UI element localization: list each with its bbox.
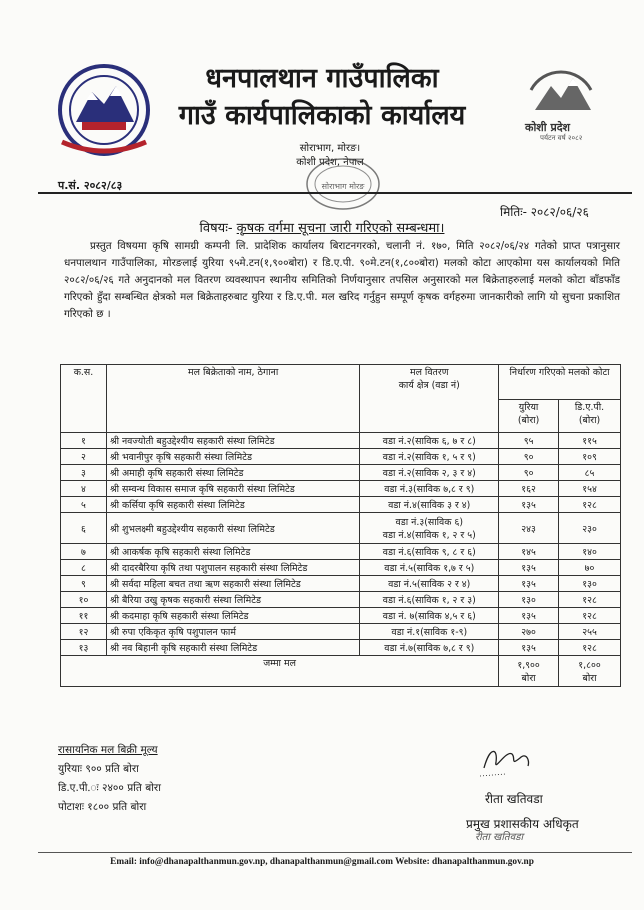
header-dap-line1: डि.ए.पी. bbox=[574, 402, 605, 413]
price-urea: युरियाः ९०० प्रति बोरा bbox=[58, 763, 139, 775]
signatory-title: प्रमुख प्रशासकीय अधिकृत bbox=[466, 817, 579, 831]
subject-prefix: विषयः- bbox=[199, 221, 233, 236]
row-sn: १३ bbox=[61, 640, 107, 656]
row-area: वडा नं.४(साविक ३ र ४) bbox=[360, 497, 499, 513]
address-line-2: कोशी प्रदेश, नेपाल bbox=[296, 157, 364, 168]
row-area: वडा नं.६(साविक १, २ र ३) bbox=[360, 592, 499, 608]
handwritten-signature bbox=[476, 740, 536, 780]
row-urea: १३५ bbox=[499, 576, 559, 592]
row-area: वडा नं. ७(साविक ४,५ र ६) bbox=[360, 608, 499, 624]
row-sn: १ bbox=[61, 433, 107, 449]
total-label: जम्मा मल bbox=[61, 656, 499, 687]
total-urea bbox=[499, 656, 559, 687]
total-row bbox=[61, 656, 621, 687]
row-seller: श्री आकर्षक कृषि सहकारी संस्था लिमिटेड bbox=[106, 544, 359, 560]
header-dap-line2: (बोरा) bbox=[578, 415, 601, 426]
subject-text: कृषक वर्गमा सूचना जारी गरिएको सम्बन्धमा। bbox=[236, 221, 445, 236]
total-urea-value: १,९०० bbox=[517, 660, 540, 671]
row-dap: ११५ bbox=[559, 433, 621, 449]
row-seller: श्री दादरबैरिया कृषि तथा पशुपालन सहकारी संस्था लिमिटेड bbox=[106, 560, 359, 576]
reference-number: प.सं. २०८२/८३ bbox=[58, 179, 123, 192]
row-sn: ५ bbox=[61, 497, 107, 513]
row-area-line2: वडा नं.४(साविक १, २ र ५) bbox=[382, 530, 476, 541]
header-area bbox=[360, 365, 499, 433]
row-sn: २ bbox=[61, 449, 107, 465]
header-quota: निर्धारण गरिएको मलको कोटा bbox=[499, 365, 621, 400]
row-urea: १४५ bbox=[499, 544, 559, 560]
row-urea: १३५ bbox=[499, 497, 559, 513]
header-urea bbox=[499, 400, 559, 433]
table-row bbox=[61, 449, 621, 465]
row-seller: श्री शुभलक्ष्मी बहुउद्देश्यीय सहकारी संस्था लिमिटेड bbox=[106, 513, 359, 544]
row-area: वडा नं.२(साविक १, ५ र ९) bbox=[360, 449, 499, 465]
total-dap bbox=[559, 656, 621, 687]
table-row bbox=[61, 544, 621, 560]
row-urea: १३५ bbox=[499, 560, 559, 576]
municipality-name: धनपालथान गाउँपालिका bbox=[205, 63, 439, 94]
header-urea-line1: युरिया bbox=[518, 402, 539, 413]
header-urea-line2: (बोरा) bbox=[517, 415, 540, 426]
row-area-line1: वडा नं.३(साविक ६) bbox=[395, 517, 463, 528]
row-area: वडा नं.३(साविक ७,८ र ९) bbox=[360, 481, 499, 497]
row-area bbox=[360, 513, 499, 544]
row-dap: ७० bbox=[559, 560, 621, 576]
row-urea: ९० bbox=[499, 449, 559, 465]
row-area: वडा नं.१(साविक १-९) bbox=[360, 624, 499, 640]
table-row bbox=[61, 608, 621, 624]
row-urea: १३५ bbox=[499, 608, 559, 624]
row-urea: २४३ bbox=[499, 513, 559, 544]
row-sn: ४ bbox=[61, 481, 107, 497]
table-row bbox=[61, 481, 621, 497]
price-dap: डि.ए.पी.ः २४०० प्रति बोरा bbox=[58, 782, 161, 794]
table-row bbox=[61, 513, 621, 544]
row-area: वडा नं.५(साविक १,७ र ५) bbox=[360, 560, 499, 576]
table-row bbox=[61, 592, 621, 608]
row-sn: १० bbox=[61, 592, 107, 608]
brand-tagline: पर्यटन वर्ष २०८२ bbox=[540, 134, 583, 142]
row-dap: १२८ bbox=[559, 640, 621, 656]
row-seller: श्री अमाही कृषि सहकारी संस्था लिमिटेड bbox=[106, 465, 359, 481]
row-dap: १२८ bbox=[559, 608, 621, 624]
subject-line bbox=[0, 218, 644, 236]
header-dap bbox=[559, 400, 621, 433]
row-dap: १५४ bbox=[559, 481, 621, 497]
row-urea: १३५ bbox=[499, 640, 559, 656]
row-dap: १०९ bbox=[559, 449, 621, 465]
table-row bbox=[61, 560, 621, 576]
row-urea: २७० bbox=[499, 624, 559, 640]
office-stamp bbox=[303, 155, 383, 213]
row-seller: श्री भवानीपुर कृषि सहकारी संस्था लिमिटेड bbox=[106, 449, 359, 465]
row-seller: श्री नव बिहानी कृषि सहकारी संस्था लिमिटेड bbox=[106, 640, 359, 656]
row-sn: ८ bbox=[61, 560, 107, 576]
row-urea: ९५ bbox=[499, 433, 559, 449]
row-seller: श्री कदमाहा कृषि सहकारी संस्था लिमिटेड bbox=[106, 608, 359, 624]
row-urea: ९० bbox=[499, 465, 559, 481]
row-seller: श्री नवज्योती बहुउद्देश्यीय सहकारी संस्था लिमिटेड bbox=[106, 433, 359, 449]
total-dap-unit: बोरा bbox=[582, 673, 597, 684]
signatory-name: रीता खतिवडा bbox=[485, 792, 543, 806]
header-area-line2: कार्य क्षेत्र (वडा नं) bbox=[398, 380, 460, 391]
row-dap: ८५ bbox=[559, 465, 621, 481]
row-urea: १३० bbox=[499, 592, 559, 608]
row-sn: ७ bbox=[61, 544, 107, 560]
row-dap: २३० bbox=[559, 513, 621, 544]
header-area-line1: मल वितरण bbox=[409, 367, 449, 378]
row-urea: १६२ bbox=[499, 481, 559, 497]
total-dap-value: १,८०० bbox=[578, 660, 601, 671]
table-row bbox=[61, 640, 621, 656]
row-seller: श्री सम्वन्ध विकास समाज कृषि सहकारी संस्था लिमिटेड bbox=[106, 481, 359, 497]
row-sn: ९ bbox=[61, 576, 107, 592]
signatory-stamp: रीता खतिवडा bbox=[475, 832, 524, 843]
header-seller: मल बिक्रेताको नाम, ठेगाना bbox=[106, 365, 359, 433]
table-row bbox=[61, 576, 621, 592]
footer-divider bbox=[38, 852, 632, 853]
row-area: वडा नं.५(साविक २ र ४) bbox=[360, 576, 499, 592]
row-area: वडा नं.२(साविक २, ३ र ४) bbox=[360, 465, 499, 481]
table-row bbox=[61, 433, 621, 449]
footer-contact: Email: info@dhanapalthanmun.gov.np, dhanapalthanmun@gmail.com Website: dhanapalthanmun.gov.np bbox=[110, 857, 534, 867]
row-dap: १४० bbox=[559, 544, 621, 560]
price-list bbox=[58, 741, 161, 817]
row-sn: ३ bbox=[61, 465, 107, 481]
price-heading: रासायनिक मल बिक्री मूल्य bbox=[58, 744, 158, 756]
fertilizer-quota-table bbox=[60, 364, 621, 687]
price-potash: पोटाशः १८०० प्रति बोरा bbox=[58, 801, 147, 813]
row-dap: २५५ bbox=[559, 624, 621, 640]
row-area: वडा नं.७(साविक ७,८ र ९) bbox=[360, 640, 499, 656]
total-urea-unit: बोरा bbox=[521, 673, 536, 684]
office-name: गाउँ कार्यपालिकाको कार्यालय bbox=[178, 100, 466, 131]
row-dap: १३० bbox=[559, 576, 621, 592]
header-divider bbox=[38, 192, 632, 194]
address-line-1: सोराभाग, मोरङ। bbox=[299, 143, 361, 154]
brand-name: कोशी प्रदेश bbox=[525, 121, 571, 134]
table-row bbox=[61, 465, 621, 481]
row-sn: ६ bbox=[61, 513, 107, 544]
body-paragraph: प्रस्तुत विषयमा कृषि सामग्री कम्पनी लि. प्रादेशिक कार्यालय बिराटनगरको, चलानी नं. १७०, मिति २०८२/०६/२४ गतेको प्राप्त पत्रानुसार धनपालथान गाउँपालिका, मोरङलाई युरिया ९५मे.टन(१,९००बोरा) र डि.ए.पी. ९०मे.टन(१,८००बोरा) मलको कोटा आएकोमा यस कार्यालयको मिति २०८२/०६/२६ गते अनुदानको मल वितरण व्यवस्थापन स्थानीय समितिको निर्णयानुसार तपसिल अनुसारको मल बिक्रेताहरुलाई मलको कोटा बाँडफाँड गरिएको हुँदा सम्बन्धित क्षेत्रको मल बिक्रेताहरुबाट युरिया र डि.ए.पी. मल खरिद गर्नुहुन सम्पूर्ण कृषक वर्गहरुमा जानकारीको लागि यो सुचना प्रकाशित गरिएको छ । bbox=[64, 240, 620, 320]
row-seller: श्री बैरिया उखु कृषक सहकारी संस्था लिमिटेड bbox=[106, 592, 359, 608]
stamp-text: सोराभाग मोरङ bbox=[321, 182, 365, 191]
row-dap: १२८ bbox=[559, 497, 621, 513]
row-sn: ११ bbox=[61, 608, 107, 624]
table-row bbox=[61, 497, 621, 513]
row-area: वडा नं.६(साविक ९, ८ र ६) bbox=[360, 544, 499, 560]
row-area: वडा नं.२(साविक ६, ७ र ८) bbox=[360, 433, 499, 449]
row-seller: श्री कर्सिया कृषि सहकारी संस्था लिमिटेड bbox=[106, 497, 359, 513]
table-row bbox=[61, 624, 621, 640]
letter-date: मितिः- २०८२/०६/२६ bbox=[500, 205, 589, 219]
row-sn: १२ bbox=[61, 624, 107, 640]
row-seller: श्री रुपा एकिकृत कृषि पशुपालन फार्म bbox=[106, 624, 359, 640]
row-seller: श्री सर्वदा महिला बचत तथा ऋण सहकारी संस्था लिमिटेड bbox=[106, 576, 359, 592]
row-dap: १२८ bbox=[559, 592, 621, 608]
header-sn: क.स. bbox=[61, 365, 107, 433]
